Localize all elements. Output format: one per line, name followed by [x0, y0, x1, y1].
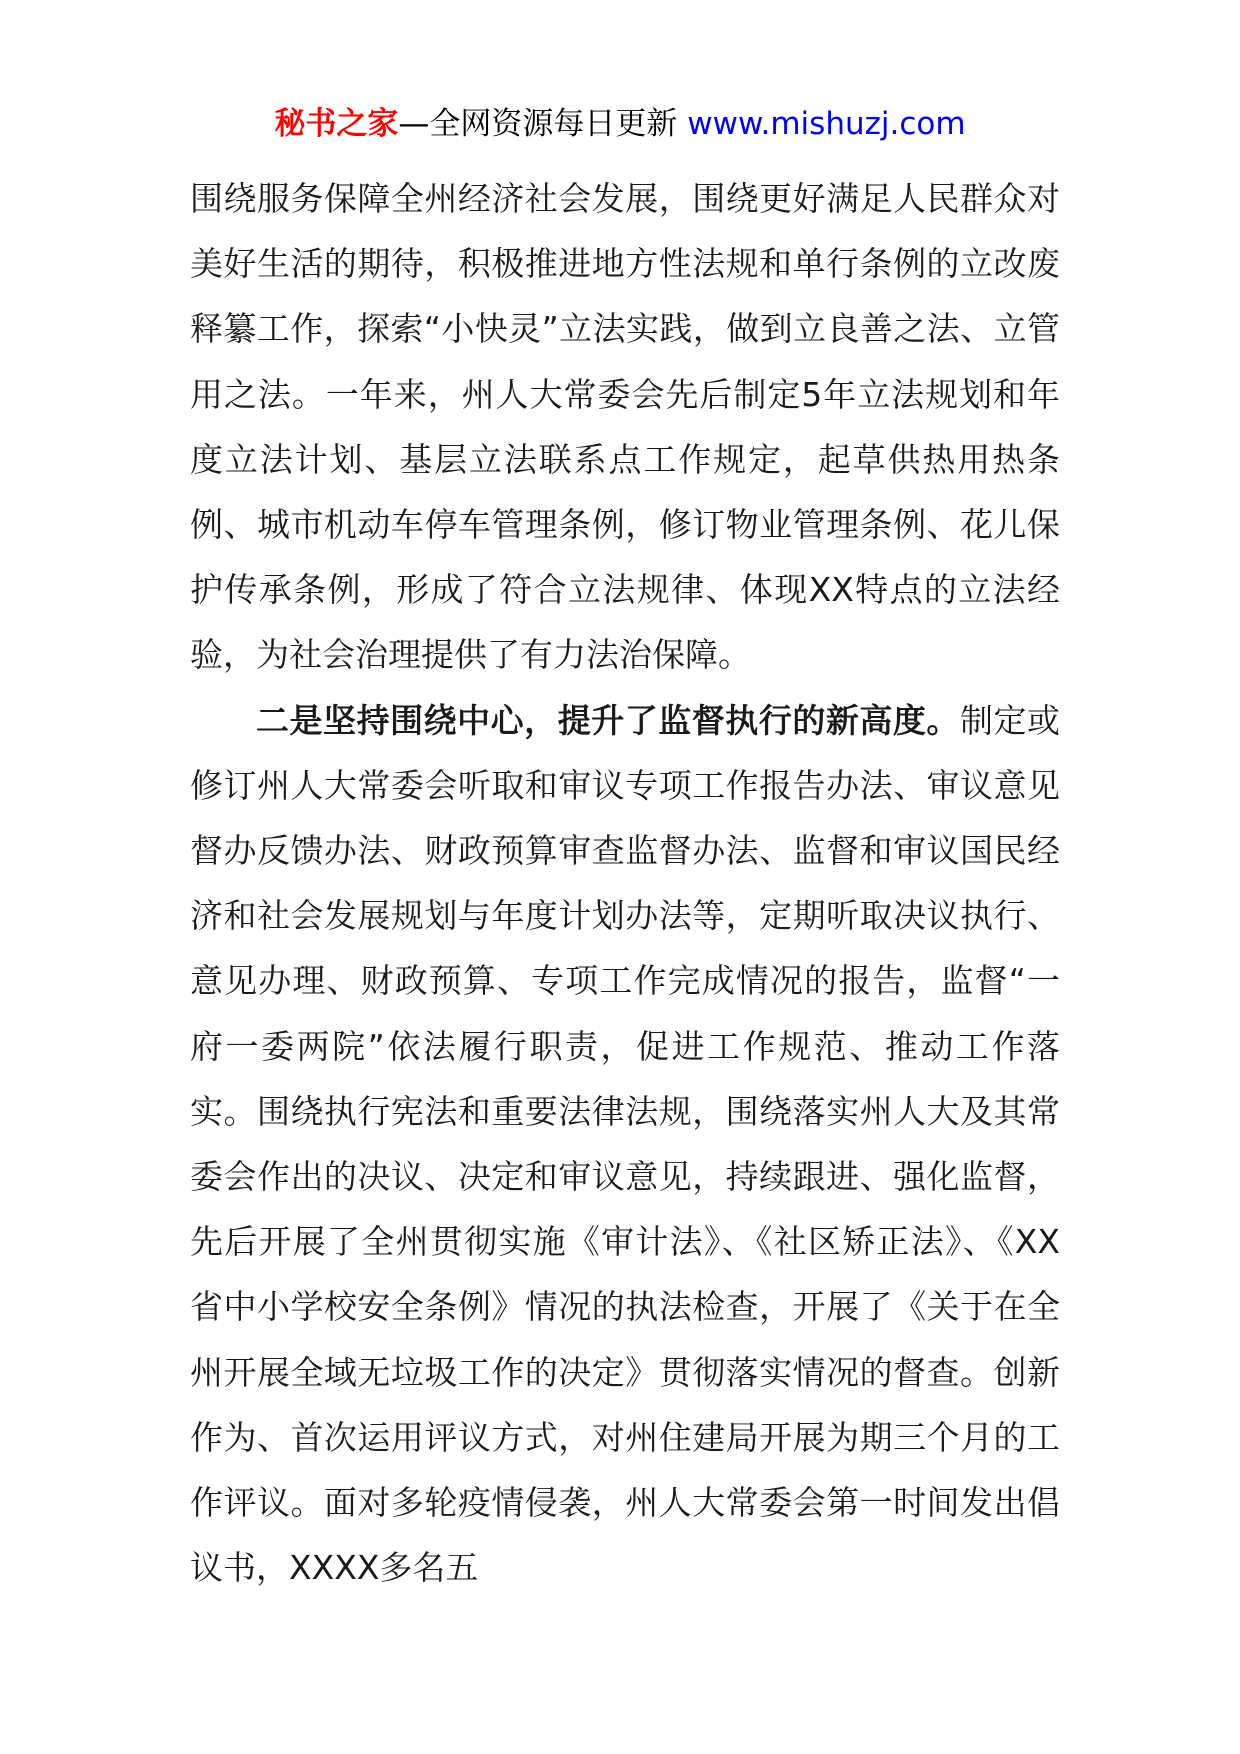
page-header — [0, 104, 1240, 144]
paragraph-1: 围绕服务保障全州经济社会发展，围绕更好满足人民群众对美好生活的期待，积极推进地方性法规和单行条例的立改废释纂工作，探索“小快灵”立法实践，做到立良善之法、立管用之法。一年来，州人大常委会先后制定5年立法规划和年度立法计划、基层立法联系点工作规定，起草供热用热条例、城市机动车停车管理条例，修订物业管理条例、花儿保护传承条例，形成了符合立法规律、体现XX特点的立法经验，为社会治理提供了有力法治保障。 — [190, 179, 1060, 675]
document-body — [190, 166, 1060, 1600]
header-tagline: —全网资源每日更新 — [398, 106, 688, 142]
paragraph-2 — [190, 688, 1060, 1601]
paragraph-2-text: 制定或修订州人大常委会听取和审议专项工作报告办法、审议意见督办反馈办法、财政预算审查监督办法、监督和审议国民经济和社会发展规划与年度计划办法等，定期听取决议执行、意见办理、财政预算、专项工作完成情况的报告，监督“一府一委两院”依法履行职责，促进工作规范、推动工作落实。围绕执行宪法和重要法律法规，围绕落实州人大及其常委会作出的决议、决定和审议意见，持续跟进、强化监督，先后开展了全州贯彻实施《审计法》、《社区矫正法》、《XX省中小学校安全条例》情况的执法检查，开展了《关于在全州开展全域无垃圾工作的决定》贯彻落实情况的督查。创新作为、首次运用评议方式，对州住建局开展为期三个月的工作评议。面对多轮疫情侵袭，州人大常委会第一时间发出倡议书，XXXX多名五 — [190, 700, 1061, 1588]
paragraph-2-heading: 二是坚持围绕中心，提升了监督执行的新高度。 — [256, 700, 960, 740]
site-url-link[interactable]: www.mishuzj.com — [687, 106, 966, 142]
brand-name: 秘书之家 — [274, 106, 399, 142]
